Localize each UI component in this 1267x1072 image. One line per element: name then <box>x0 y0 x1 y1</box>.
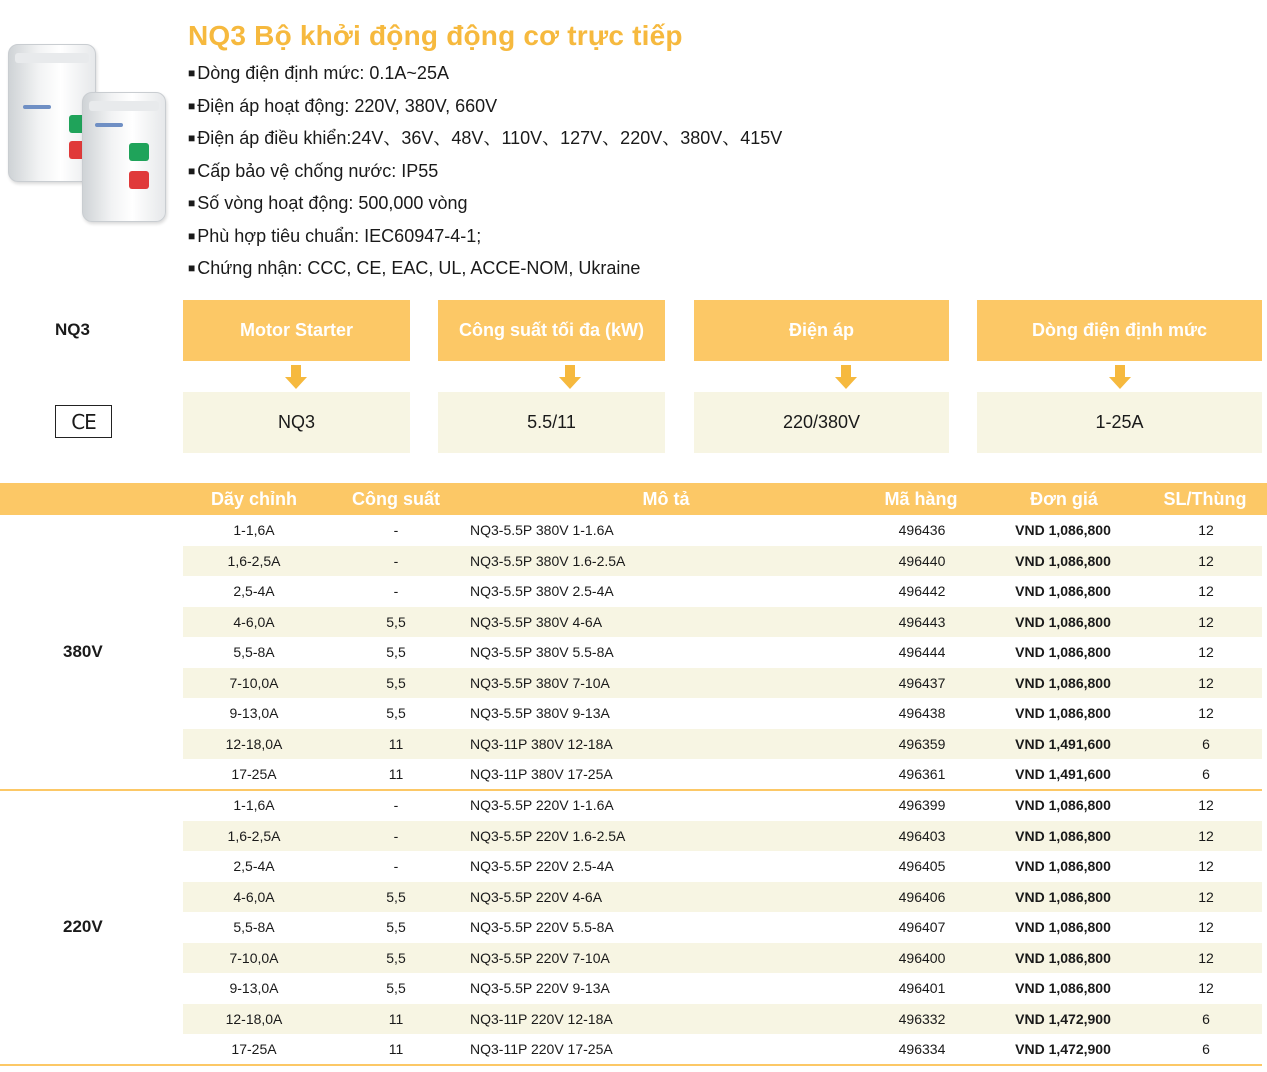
page-title: NQ3 Bộ khởi động động cơ trực tiếp <box>188 20 683 51</box>
cell-power: 5,5 <box>386 613 406 630</box>
cell-code: 496334 <box>898 1041 946 1057</box>
cell-description: NQ3-5.5P 380V 1-1.6A <box>470 522 614 538</box>
cell-code: 496401 <box>898 980 946 996</box>
cell-qty: 6 <box>1202 1041 1210 1057</box>
cell-description: NQ3-5.5P 220V 1.6-2.5A <box>470 827 626 844</box>
spec-item: ■ Điện áp hoạt động: 220V, 380V, 660V <box>188 91 782 124</box>
cell-power: - <box>393 552 399 569</box>
cell-description: NQ3-5.5P 380V 9-13A <box>470 705 610 721</box>
cell-price: VND 1,086,800 <box>1015 919 1111 935</box>
cell-power: - <box>393 858 399 874</box>
cell-qty: 6 <box>1202 735 1210 752</box>
cell-code: 496361 <box>898 766 946 782</box>
arrow-down-icon <box>559 365 581 389</box>
cell-price: VND 1,472,900 <box>1015 1010 1111 1027</box>
cell-price: VND 1,086,800 <box>1015 674 1111 691</box>
cell-code: 496332 <box>898 1010 946 1027</box>
cell-description: NQ3-5.5P 380V 1.6-2.5A <box>470 552 626 569</box>
cell-qty: 12 <box>1198 613 1214 630</box>
cell-power: 11 <box>388 766 404 782</box>
cell-power: 5,5 <box>386 980 406 996</box>
cell-power: - <box>393 797 399 813</box>
table-group-380v <box>0 515 1267 790</box>
spec-list <box>188 58 782 286</box>
product-image <box>8 40 178 220</box>
flow-value-voltage: 220/380V <box>694 392 949 453</box>
cell-code: 496437 <box>898 674 946 691</box>
cell-code: 496438 <box>898 705 946 721</box>
arrow-down-icon <box>1109 365 1131 389</box>
cell-range: 17-25A <box>231 766 277 782</box>
cell-price: VND 1,086,800 <box>1015 797 1111 813</box>
cell-description: NQ3-5.5P 380V 5.5-8A <box>470 644 614 660</box>
cell-price: VND 1,086,800 <box>1015 827 1111 844</box>
cell-range: 9-13,0A <box>229 980 279 996</box>
flow-header-max-power: Công suất tối đa (kW) <box>438 300 665 361</box>
cell-price: VND 1,491,600 <box>1015 735 1111 752</box>
cell-code: 496443 <box>898 613 946 630</box>
table-row <box>183 637 1262 668</box>
flow-value-motor-starter: NQ3 <box>183 392 410 453</box>
cell-range: 1,6-2,5A <box>227 827 281 844</box>
column-header-description: Mô tả <box>642 489 690 509</box>
flow-header-rated-current: Dòng điện định mức <box>977 300 1262 361</box>
cell-description: NQ3-11P 380V 17-25A <box>470 766 613 782</box>
table-row <box>183 1004 1262 1035</box>
table-row <box>183 698 1262 729</box>
brand-logo <box>23 105 51 109</box>
cell-qty: 12 <box>1198 797 1214 813</box>
cell-range: 7-10,0A <box>229 949 279 966</box>
cell-power: 11 <box>388 1010 404 1027</box>
cell-power: 11 <box>388 1041 404 1057</box>
model-label: NQ3 <box>55 320 90 339</box>
spec-item: ■ Phù hợp tiêu chuẩn: IEC60947-4-1; <box>188 221 782 254</box>
cell-code: 496403 <box>898 827 946 844</box>
cell-qty: 12 <box>1198 552 1214 569</box>
cell-price: VND 1,086,800 <box>1015 888 1111 905</box>
cell-qty: 12 <box>1198 522 1214 538</box>
cell-price: VND 1,086,800 <box>1015 705 1111 721</box>
column-header-qty: SL/Thùng <box>1163 489 1247 509</box>
cell-range: 7-10,0A <box>229 674 279 691</box>
cell-power: 11 <box>388 735 404 752</box>
cell-range: 12-18,0A <box>225 1010 283 1027</box>
column-header-price: Đơn giá <box>1030 489 1098 509</box>
cell-range: 1-1,6A <box>233 522 275 538</box>
stop-button-red <box>129 171 149 189</box>
cell-qty: 12 <box>1198 644 1214 660</box>
group-label: 220V <box>63 917 103 936</box>
cell-qty: 12 <box>1198 858 1214 874</box>
cell-range: 2,5-4A <box>233 858 275 874</box>
table-row <box>183 729 1262 760</box>
table-row <box>183 515 1262 546</box>
cell-range: 5,5-8A <box>233 919 275 935</box>
cell-power: 5,5 <box>386 919 406 935</box>
column-header-range: Dãy chỉnh <box>210 489 298 509</box>
starter-enclosure-front <box>82 92 166 222</box>
spec-item: ■ Chứng nhận: CCC, CE, EAC, UL, ACCE-NOM, Ukraine <box>188 253 782 286</box>
ce-certification-mark: CE <box>55 405 112 438</box>
table-row <box>183 759 1262 790</box>
cell-power: 5,5 <box>386 705 406 721</box>
cell-code: 496436 <box>898 522 946 538</box>
cell-power: - <box>393 522 399 538</box>
cell-power: - <box>393 583 399 599</box>
flow-value-rated-current: 1-25A <box>977 392 1262 453</box>
flow-value-max-power: 5.5/11 <box>438 392 665 453</box>
cell-price: VND 1,491,600 <box>1015 766 1111 782</box>
cell-description: NQ3-5.5P 220V 9-13A <box>470 980 610 996</box>
cell-qty: 12 <box>1198 827 1214 844</box>
cell-code: 496399 <box>898 797 946 813</box>
table-row <box>183 1034 1262 1065</box>
start-button-green <box>129 143 149 161</box>
table-row <box>183 668 1262 699</box>
cell-description: NQ3-5.5P 380V 7-10A <box>470 674 610 691</box>
cell-description: NQ3-5.5P 220V 5.5-8A <box>470 919 614 935</box>
cell-description: NQ3-11P 220V 12-18A <box>470 1010 613 1027</box>
cell-description: NQ3-5.5P 220V 2.5-4A <box>470 858 614 874</box>
table-row <box>183 912 1262 943</box>
cell-range: 2,5-4A <box>233 583 275 599</box>
table-row <box>183 821 1262 852</box>
spec-item: ■ Dòng điện định mức: 0.1A~25A <box>188 58 782 91</box>
group-label: 380V <box>63 642 103 661</box>
spec-item: ■ Điện áp điều khiển:24V、36V、48V、110V、127V、220V、380V、415V <box>188 123 782 156</box>
table-row <box>183 973 1262 1004</box>
arrow-down-icon <box>285 365 307 389</box>
cell-range: 1-1,6A <box>233 797 275 813</box>
cell-description: NQ3-5.5P 220V 1-1.6A <box>470 797 614 813</box>
cell-range: 12-18,0A <box>225 735 283 752</box>
cell-qty: 12 <box>1198 888 1214 905</box>
cell-power: 5,5 <box>386 949 406 966</box>
group-divider <box>0 1064 1262 1066</box>
cell-description: NQ3-5.5P 380V 2.5-4A <box>470 583 614 599</box>
cell-code: 496359 <box>898 735 946 752</box>
cell-price: VND 1,086,800 <box>1015 644 1111 660</box>
table-header <box>0 483 1267 515</box>
cell-price: VND 1,086,800 <box>1015 980 1111 996</box>
cell-code: 496444 <box>898 644 946 660</box>
cell-range: 17-25A <box>231 1041 277 1057</box>
spec-item: ■ Cấp bảo vệ chống nước: IP55 <box>188 156 782 189</box>
table-row <box>183 576 1262 607</box>
cell-code: 496407 <box>898 919 946 935</box>
cell-price: VND 1,086,800 <box>1015 949 1111 966</box>
cell-description: NQ3-11P 220V 17-25A <box>470 1041 613 1057</box>
spec-item: ■ Số vòng hoạt động: 500,000 vòng <box>188 188 782 221</box>
cell-power: 5,5 <box>386 644 406 660</box>
column-header-code: Mã hàng <box>884 489 958 509</box>
cell-description: NQ3-5.5P 380V 4-6A <box>470 613 603 630</box>
cell-description: NQ3-5.5P 220V 4-6A <box>470 888 603 905</box>
cell-qty: 12 <box>1198 980 1214 996</box>
table-row <box>183 882 1262 913</box>
cell-range: 9-13,0A <box>229 705 279 721</box>
table-row <box>183 943 1262 974</box>
table-row <box>183 790 1262 821</box>
cell-description: NQ3-11P 380V 12-18A <box>470 735 613 752</box>
cell-code: 496405 <box>898 858 946 874</box>
table-row <box>183 546 1262 577</box>
cell-qty: 12 <box>1198 705 1214 721</box>
table-row <box>183 851 1262 882</box>
flow-header-motor-starter: Motor Starter <box>183 300 410 361</box>
cell-price: VND 1,472,900 <box>1015 1041 1111 1057</box>
table-group-220v <box>0 790 1267 1065</box>
cell-code: 496440 <box>898 552 946 569</box>
cell-code: 496406 <box>898 888 946 905</box>
cell-range: 4-6,0A <box>233 613 275 630</box>
cell-price: VND 1,086,800 <box>1015 552 1111 569</box>
cell-qty: 6 <box>1202 766 1210 782</box>
cell-description: NQ3-5.5P 220V 7-10A <box>470 949 610 966</box>
cell-power: 5,5 <box>386 674 406 691</box>
cell-range: 5,5-8A <box>233 644 275 660</box>
table-row <box>183 607 1262 638</box>
cell-qty: 12 <box>1198 674 1214 691</box>
cell-range: 4-6,0A <box>233 888 275 905</box>
cell-qty: 6 <box>1202 1010 1210 1027</box>
cell-price: VND 1,086,800 <box>1015 858 1111 874</box>
column-header-power: Công suất <box>352 489 440 509</box>
cell-price: VND 1,086,800 <box>1015 522 1111 538</box>
cell-code: 496400 <box>898 949 946 966</box>
cell-price: VND 1,086,800 <box>1015 583 1111 599</box>
cell-range: 1,6-2,5A <box>227 552 281 569</box>
cell-qty: 12 <box>1198 919 1214 935</box>
cell-qty: 12 <box>1198 949 1214 966</box>
arrow-down-icon <box>835 365 857 389</box>
cell-power: - <box>393 827 399 844</box>
flow-header-voltage: Điện áp <box>694 300 949 361</box>
cell-price: VND 1,086,800 <box>1015 613 1111 630</box>
cell-qty: 12 <box>1198 583 1214 599</box>
brand-logo <box>95 123 123 127</box>
cell-code: 496442 <box>898 583 946 599</box>
cell-power: 5,5 <box>386 888 406 905</box>
